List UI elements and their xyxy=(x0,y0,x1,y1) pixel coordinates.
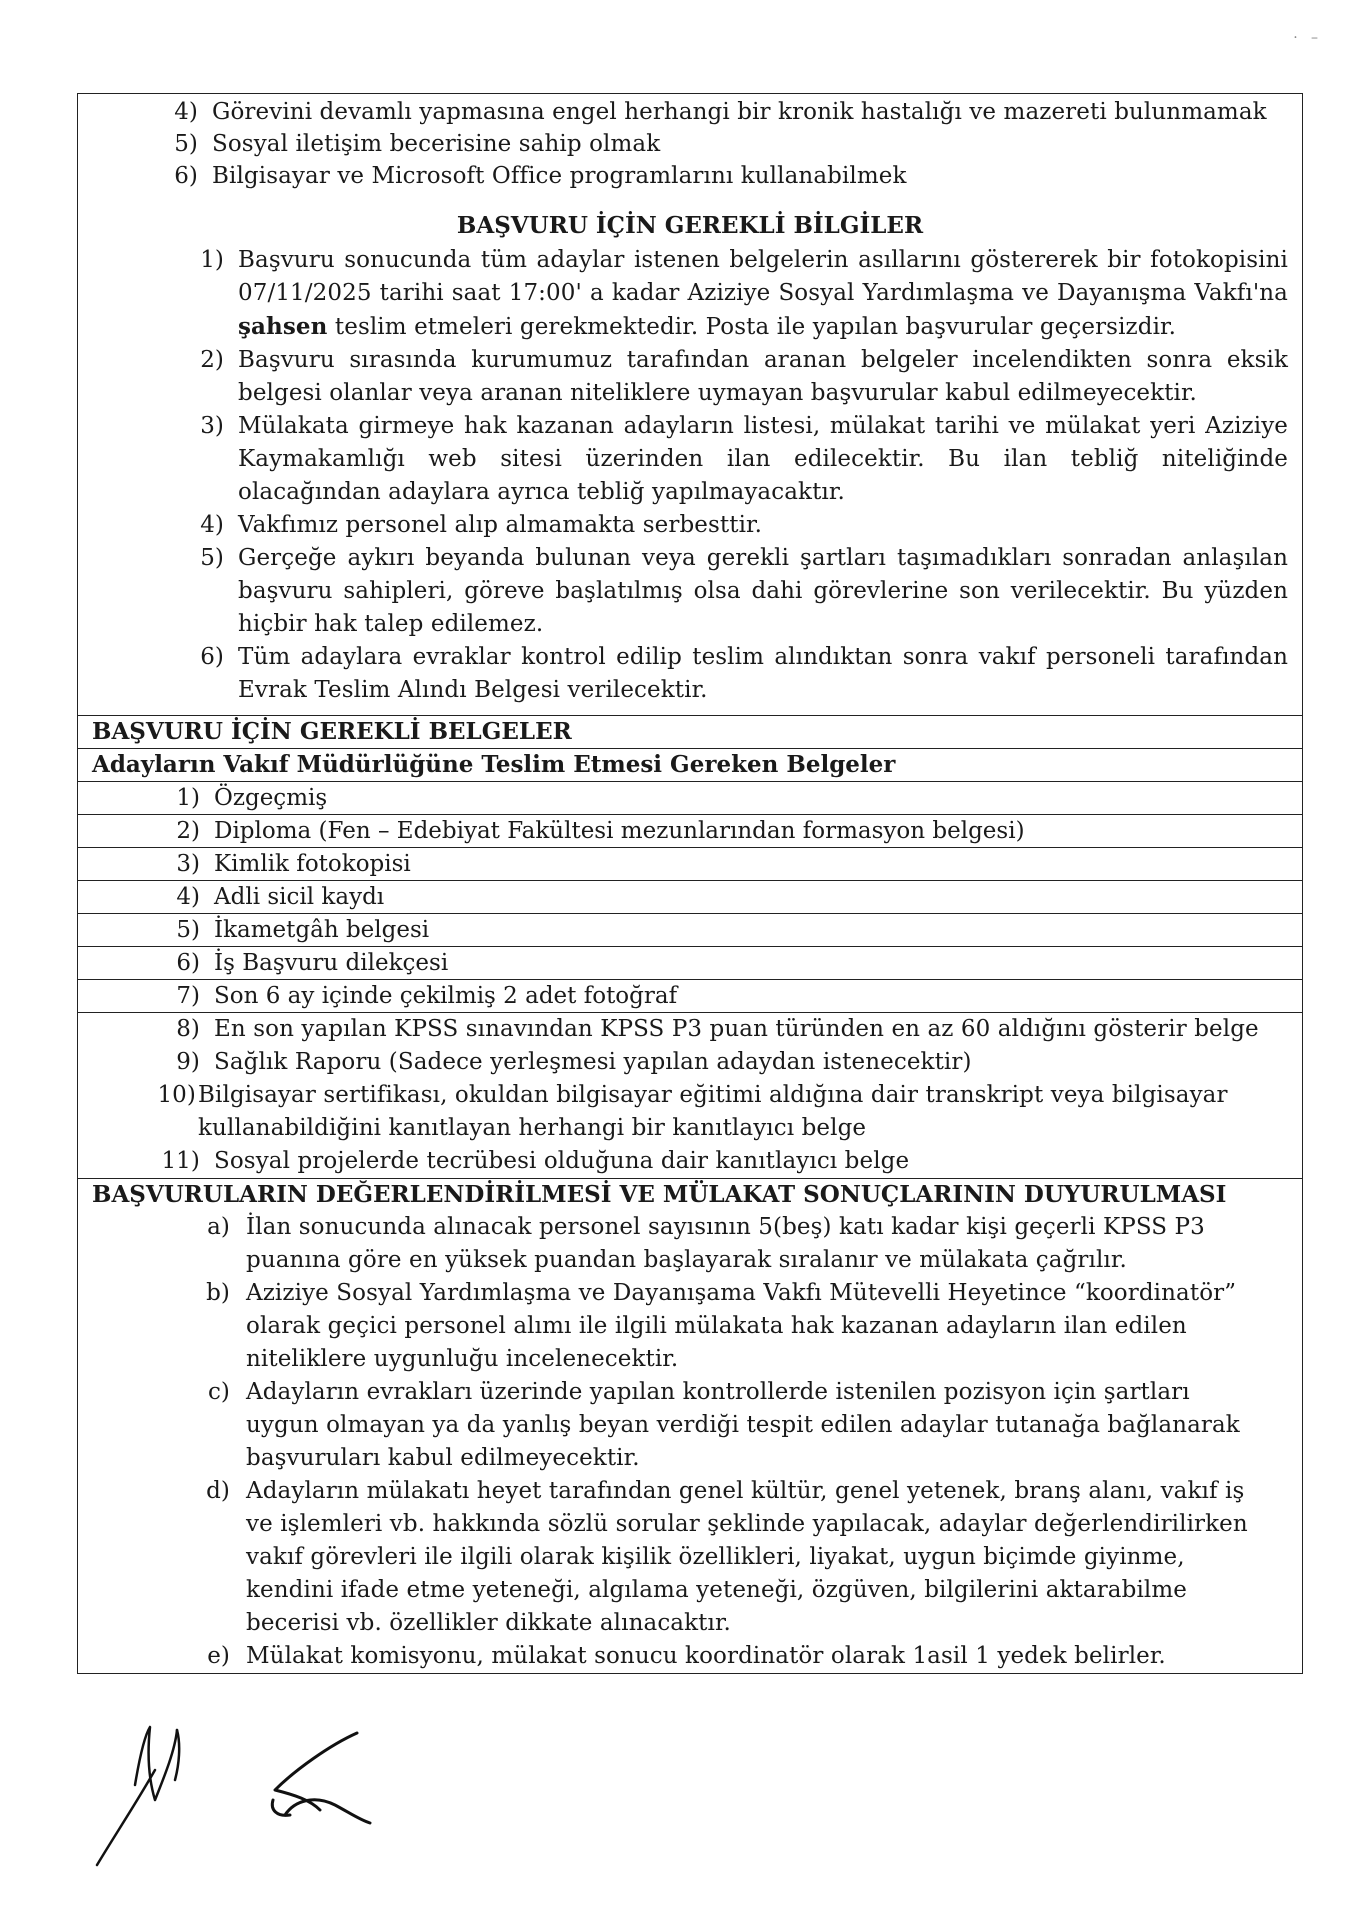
list-item: 1) Başvuru sonucunda tüm adaylar istenen belgelerin asıllarını göstererek bir fotokopisini 07/11/2025 tarihi saat 17:00' a kadar Aziziye Sosyal Yardımlaşma ve Dayanışma Vakfı'na şahsen teslim etmeleri gerekmektedir. Posta ile yapılan başvurular geçersizdir. xyxy=(200,247,1288,340)
list-item: 8) En son yapılan KPSS sınavından KPSS P3 puan türünden en az 60 aldığını gösterir belge xyxy=(176,1016,1259,1042)
requirements-list xyxy=(78,96,1302,192)
table-row: 6) İş Başvuru dilekçesi xyxy=(78,947,1302,980)
evaluation-section xyxy=(78,1179,1302,1674)
table-row: 3) Kimlik fotokopisi xyxy=(78,848,1302,881)
signatures xyxy=(95,1715,395,1875)
emphasis-text: şahsen xyxy=(238,313,328,340)
section-heading-documents: BAŞVURU İÇİN GEREKLİ BELGELER xyxy=(78,716,1302,749)
list-item: b) Aziziye Sosyal Yardımlaşma ve Dayanışama Vakfı Mütevelli Heyetince “koordinatör” olarak geçici personel alımı ile ilgili mülakata hak kazanan adayların ilan edilen niteliklere uygunluğu incelenecektir. xyxy=(206,1280,1237,1372)
documents-tail-list xyxy=(78,1013,1302,1179)
scan-mark: · – xyxy=(1293,30,1318,46)
signature-left xyxy=(97,1727,179,1865)
list-item: e) Mülakat komisyonu, mülakat sonucu koordinatör olarak 1asil 1 yedek belirler. xyxy=(207,1643,1166,1669)
list-item: 6) Tüm adaylara evraklar kontrol edilip teslim alındıktan sonra vakıf personeli tarafından Evrak Teslim Alındı Belgesi verilecektir. xyxy=(200,644,1288,703)
list-item: 3) Mülakata girmeye hak kazanan adayların listesi, mülakat tarihi ve mülakat yeri Aziziye Kaymakamlığı web sitesi üzerinden ilan edilecektir. Bu ilan tebliğ niteliğinde olacağından adaylara ayrıca tebliğ yapılmayacaktır. xyxy=(200,413,1288,505)
signature-right xyxy=(272,1733,370,1823)
table-row: 4) Adli sicil kaydı xyxy=(78,881,1302,914)
list-item: 4) Vakfımız personel alıp almamakta serbesttir. xyxy=(200,512,763,538)
list-item: a) İlan sonucunda alınacak personel sayısının 5(beş) katı kadar kişi geçerli KPSS P3 puanına göre en yüksek puandan başlayarak sıralanır ve mülakata çağrılır. xyxy=(207,1214,1205,1273)
list-item: 6) Bilgisayar ve Microsoft Office programlarını kullanabilmek xyxy=(174,163,907,189)
list-item: 2) Başvuru sırasında kurumumuz tarafından aranan belgeler incelendikten sonra eksik belgesi olanlar veya aranan niteliklere uymayan başvurular kabul edilmeyecektir. xyxy=(200,347,1288,406)
application-info-list xyxy=(78,244,1302,707)
list-item: 5) Sosyal iletişim becerisine sahip olmak xyxy=(174,131,661,157)
documents-subheading: Adayların Vakıf Müdürlüğüne Teslim Etmesi Gereken Belgeler xyxy=(78,749,1302,782)
table-row: 7) Son 6 ay içinde çekilmiş 2 adet fotoğraf xyxy=(78,980,1302,1013)
list-item: c) Adayların evrakları üzerinde yapılan kontrollerde istenilen pozisyon için şartları uygun olmayan ya da yanlış beyan verdiği tespit edilen adaylar tutanağa bağlanarak başvuruları kabul edilmeyecektir. xyxy=(207,1379,1240,1471)
list-item: 9) Sağlık Raporu (Sadece yerleşmesi yapılan adaydan istenecektir) xyxy=(176,1049,972,1075)
list-item: 11) Sosyal projelerde tecrübesi olduğuna dair kanıtlayıcı belge xyxy=(161,1148,910,1174)
list-item: 10) Bilgisayar sertifikası, okuldan bilgisayar eğitimi aldığına dair transkript veya bilgisayar kullanabildiğini kanıtlayan herhangi bir kanıtlayıcı belge xyxy=(157,1082,1228,1141)
table-row: 1) Özgeçmiş xyxy=(78,782,1302,815)
table-row: 2) Diploma (Fen – Edebiyat Fakültesi mezunlarından formasyon belgesi) xyxy=(78,815,1302,848)
document-frame xyxy=(77,93,1303,1674)
list-item: d) Adayların mülakatı heyet tarafından genel kültür, genel yetenek, branş alanı, vakıf iş ve işlemleri vb. hakkında sözlü sorular şeklinde yapılacak, adaylar değerlendirilirken vakıf görevleri ile ilgili olarak kişilik özellikleri, liyakat, uygun biçimde giyinme, kendini ifade etme yeteneği, algılama yeteneği, özgüven, bilgilerini aktarabilme becerisi vb. özellikler dikkate alınacaktır. xyxy=(206,1478,1248,1636)
table-row: 5) İkametgâh belgesi xyxy=(78,914,1302,947)
section-heading-info: BAŞVURU İÇİN GEREKLİ BİLGİLER xyxy=(456,212,924,239)
list-item: 5) Gerçeğe aykırı beyanda bulunan veya gerekli şartları taşımadıkları sonradan anlaşılan başvuru sahipleri, göreve başlatılmış olsa dahi görevlerine son verilecektir. Bu yüzden hiçbir hak talep edilemez. xyxy=(200,545,1288,637)
list-item: 4) Görevini devamlı yapmasına engel herhangi bir kronik hastalığı ve mazereti bulunmamak xyxy=(174,99,1267,125)
section-heading-evaluation: BAŞVURULARIN DEĞERLENDİRİLMESİ VE MÜLAKAT SONUÇLARININ DUYURULMASI xyxy=(92,1181,1227,1208)
evaluation-list xyxy=(78,1211,1302,1673)
requirements-and-info-section xyxy=(78,94,1302,716)
